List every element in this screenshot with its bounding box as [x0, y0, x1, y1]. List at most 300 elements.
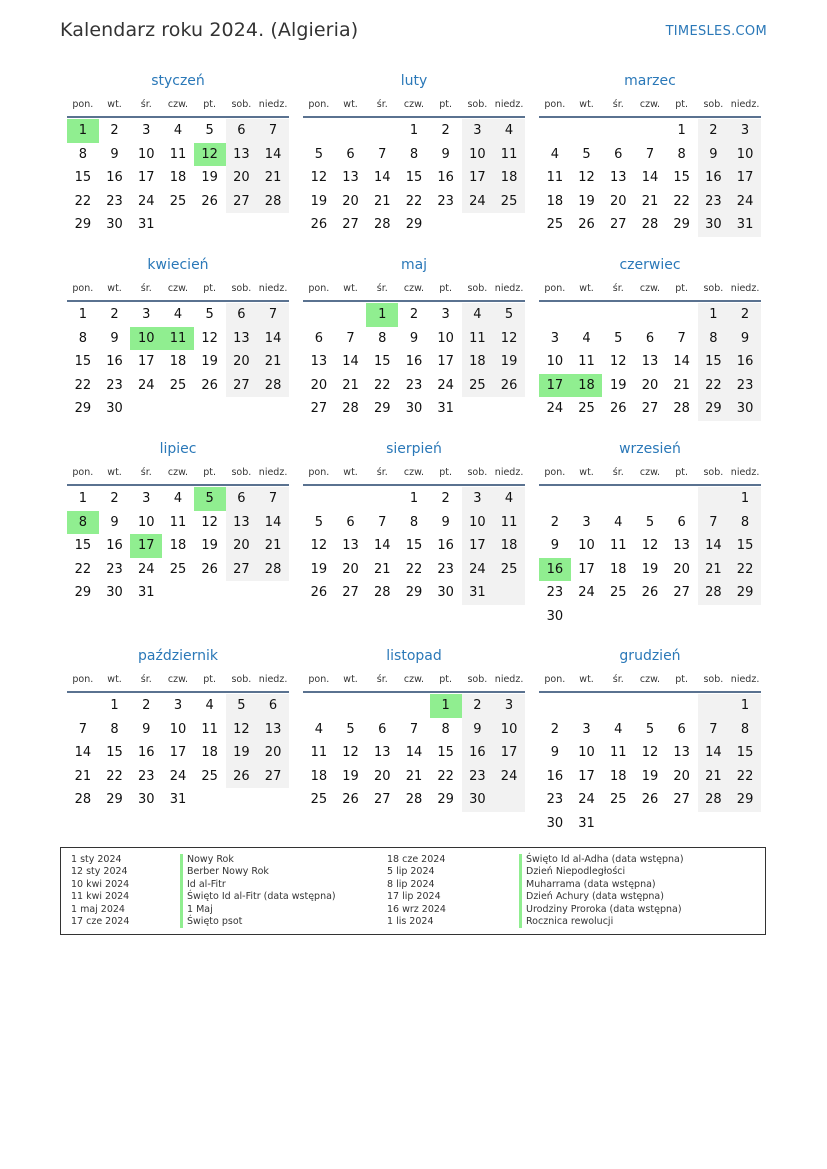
- day-cell[interactable]: 12: [578, 170, 595, 185]
- day-cell[interactable]: 8: [78, 146, 87, 162]
- day-cell[interactable]: 6: [226, 119, 258, 143]
- day-cell[interactable]: 31: [137, 585, 155, 600]
- day-cell[interactable]: 17: [462, 534, 494, 558]
- day-cell[interactable]: 17: [578, 561, 595, 577]
- day-cell[interactable]: 26: [609, 401, 627, 416]
- day-cell[interactable]: 12: [609, 354, 627, 369]
- day-cell[interactable]: 25: [169, 561, 187, 577]
- day-cell[interactable]: 28: [342, 401, 359, 416]
- day-cell[interactable]: 20: [342, 561, 359, 577]
- day-cell[interactable]: 10: [137, 514, 155, 530]
- day-cell[interactable]: 8: [729, 511, 761, 535]
- day-cell[interactable]: 12: [194, 143, 226, 167]
- day-cell[interactable]: 13: [226, 143, 258, 167]
- day-cell[interactable]: 29: [74, 217, 92, 232]
- day-cell[interactable]: 8: [78, 330, 87, 346]
- day-cell[interactable]: 26: [226, 765, 258, 789]
- day-cell[interactable]: 15: [405, 538, 423, 553]
- day-cell[interactable]: 20: [641, 377, 659, 393]
- day-cell[interactable]: 12: [641, 745, 659, 760]
- day-cell[interactable]: 16: [106, 170, 123, 185]
- day-cell[interactable]: 7: [78, 721, 87, 737]
- day-cell[interactable]: 17: [169, 745, 187, 760]
- day-cell[interactable]: 23: [546, 585, 564, 600]
- day-cell[interactable]: 6: [645, 330, 655, 346]
- day-cell[interactable]: 1: [67, 119, 99, 143]
- day-cell[interactable]: 9: [462, 718, 494, 742]
- day-cell[interactable]: 14: [641, 170, 659, 185]
- day-cell[interactable]: 11: [578, 354, 595, 369]
- day-cell[interactable]: 20: [673, 561, 690, 577]
- day-cell[interactable]: 21: [405, 768, 423, 784]
- day-cell[interactable]: 10: [578, 745, 595, 760]
- day-cell[interactable]: 27: [342, 585, 359, 600]
- day-cell[interactable]: 10: [169, 721, 187, 737]
- day-cell[interactable]: 28: [74, 792, 92, 807]
- day-cell[interactable]: 8: [698, 327, 730, 351]
- day-cell[interactable]: 1: [409, 123, 419, 138]
- day-cell[interactable]: 25: [609, 585, 627, 600]
- day-cell[interactable]: 6: [614, 146, 623, 162]
- day-cell[interactable]: 24: [462, 558, 494, 582]
- day-cell[interactable]: 2: [441, 123, 450, 138]
- day-cell[interactable]: 26: [641, 792, 659, 807]
- brand-link[interactable]: TIMESLES.COM: [665, 24, 767, 39]
- day-cell[interactable]: 20: [310, 377, 328, 393]
- day-cell[interactable]: 3: [729, 119, 761, 143]
- day-cell[interactable]: 2: [441, 491, 450, 506]
- day-cell[interactable]: 13: [310, 354, 328, 369]
- day-cell[interactable]: 17: [462, 166, 494, 190]
- day-cell[interactable]: 1: [729, 694, 761, 718]
- day-cell[interactable]: 21: [74, 768, 92, 784]
- day-cell[interactable]: 29: [698, 397, 730, 421]
- day-cell[interactable]: 1: [409, 491, 419, 506]
- day-cell[interactable]: 4: [493, 487, 525, 511]
- day-cell[interactable]: 10: [729, 143, 761, 167]
- day-cell[interactable]: 18: [493, 166, 525, 190]
- day-cell[interactable]: 28: [257, 190, 289, 214]
- day-cell[interactable]: 2: [698, 119, 730, 143]
- day-cell[interactable]: 11: [169, 514, 187, 530]
- day-cell[interactable]: 14: [405, 745, 423, 760]
- day-cell[interactable]: 4: [550, 146, 559, 162]
- day-cell[interactable]: 15: [405, 170, 423, 185]
- day-cell[interactable]: 25: [493, 190, 525, 214]
- day-cell[interactable]: 29: [729, 788, 761, 812]
- day-cell[interactable]: 19: [342, 768, 359, 784]
- day-cell[interactable]: 14: [698, 741, 730, 765]
- day-cell[interactable]: 19: [310, 193, 328, 209]
- day-cell[interactable]: 26: [641, 585, 659, 600]
- day-cell[interactable]: 28: [405, 792, 423, 807]
- day-cell[interactable]: 28: [698, 788, 730, 812]
- day-cell[interactable]: 26: [342, 792, 359, 807]
- day-cell[interactable]: 16: [546, 768, 564, 784]
- day-cell[interactable]: 13: [257, 718, 289, 742]
- day-cell[interactable]: 12: [641, 538, 659, 553]
- day-cell[interactable]: 18: [546, 193, 564, 209]
- day-cell[interactable]: 28: [373, 585, 391, 600]
- day-cell[interactable]: 11: [609, 745, 627, 760]
- day-cell[interactable]: 6: [226, 487, 258, 511]
- day-cell[interactable]: 30: [106, 401, 123, 416]
- day-cell[interactable]: 27: [226, 558, 258, 582]
- day-cell[interactable]: 7: [698, 511, 730, 535]
- day-cell[interactable]: 16: [437, 538, 454, 553]
- day-cell[interactable]: 25: [578, 401, 595, 416]
- day-cell[interactable]: 28: [698, 581, 730, 605]
- day-cell[interactable]: 1: [78, 307, 87, 322]
- day-cell[interactable]: 3: [582, 514, 591, 530]
- day-cell[interactable]: 26: [493, 374, 525, 398]
- day-cell[interactable]: 16: [405, 354, 423, 369]
- day-cell[interactable]: 23: [137, 768, 155, 784]
- day-cell[interactable]: 23: [106, 193, 123, 209]
- day-cell[interactable]: 11: [493, 511, 525, 535]
- day-cell[interactable]: 1: [729, 487, 761, 511]
- day-cell[interactable]: 14: [257, 511, 289, 535]
- day-cell[interactable]: 9: [142, 721, 151, 737]
- day-cell[interactable]: 2: [550, 514, 559, 530]
- day-cell[interactable]: 8: [677, 146, 686, 162]
- day-cell[interactable]: 4: [173, 123, 183, 138]
- day-cell[interactable]: 10: [493, 718, 525, 742]
- day-cell[interactable]: 7: [698, 718, 730, 742]
- day-cell[interactable]: 14: [673, 354, 690, 369]
- day-cell[interactable]: 13: [226, 511, 258, 535]
- day-cell[interactable]: 19: [609, 377, 627, 393]
- day-cell[interactable]: 16: [462, 741, 494, 765]
- day-cell[interactable]: 1: [110, 698, 119, 713]
- day-cell[interactable]: 18: [493, 534, 525, 558]
- day-cell[interactable]: 5: [205, 123, 214, 138]
- day-cell[interactable]: 24: [137, 561, 155, 577]
- day-cell[interactable]: 19: [641, 768, 659, 784]
- day-cell[interactable]: 23: [462, 765, 494, 789]
- day-cell[interactable]: 24: [137, 193, 155, 209]
- day-cell[interactable]: 11: [310, 745, 328, 760]
- day-cell[interactable]: 23: [546, 792, 564, 807]
- day-cell[interactable]: 20: [373, 768, 391, 784]
- day-cell[interactable]: 7: [677, 330, 686, 346]
- day-cell[interactable]: 13: [609, 170, 627, 185]
- day-cell[interactable]: 13: [673, 745, 690, 760]
- day-cell[interactable]: 22: [74, 377, 92, 393]
- day-cell[interactable]: 14: [257, 143, 289, 167]
- day-cell[interactable]: 10: [437, 330, 454, 346]
- day-cell[interactable]: 20: [342, 193, 359, 209]
- day-cell[interactable]: 6: [378, 721, 387, 737]
- day-cell[interactable]: 11: [162, 327, 194, 351]
- day-cell[interactable]: 6: [346, 146, 355, 162]
- day-cell[interactable]: 5: [194, 487, 226, 511]
- day-cell[interactable]: 16: [106, 354, 123, 369]
- day-cell[interactable]: 8: [409, 146, 419, 162]
- day-cell[interactable]: 11: [462, 327, 494, 351]
- day-cell[interactable]: 18: [609, 768, 627, 784]
- day-cell[interactable]: 18: [462, 350, 494, 374]
- day-cell[interactable]: 27: [641, 401, 659, 416]
- day-cell[interactable]: 9: [441, 514, 450, 530]
- day-cell[interactable]: 20: [226, 534, 258, 558]
- day-cell[interactable]: 13: [342, 538, 359, 553]
- day-cell[interactable]: 21: [257, 534, 289, 558]
- day-cell[interactable]: 3: [142, 123, 151, 138]
- day-cell[interactable]: 1: [78, 491, 87, 506]
- day-cell[interactable]: 28: [257, 558, 289, 582]
- day-cell[interactable]: 16: [106, 538, 123, 553]
- day-cell[interactable]: 21: [373, 561, 391, 577]
- day-cell[interactable]: 2: [110, 491, 119, 506]
- day-cell[interactable]: 30: [729, 397, 761, 421]
- day-cell[interactable]: 9: [729, 327, 761, 351]
- day-cell[interactable]: 29: [373, 401, 391, 416]
- day-cell[interactable]: 30: [437, 585, 454, 600]
- day-cell[interactable]: 21: [698, 558, 730, 582]
- day-cell[interactable]: 22: [405, 193, 423, 209]
- day-cell[interactable]: 15: [729, 534, 761, 558]
- day-cell[interactable]: 7: [257, 487, 289, 511]
- day-cell[interactable]: 25: [169, 377, 187, 393]
- day-cell[interactable]: 24: [137, 377, 155, 393]
- day-cell[interactable]: 26: [310, 217, 328, 232]
- day-cell[interactable]: 20: [673, 768, 690, 784]
- day-cell[interactable]: 1: [366, 303, 398, 327]
- day-cell[interactable]: 8: [409, 514, 419, 530]
- day-cell[interactable]: 29: [673, 217, 690, 232]
- day-cell[interactable]: 30: [106, 217, 123, 232]
- day-cell[interactable]: 8: [67, 511, 99, 535]
- day-cell[interactable]: 18: [571, 374, 603, 398]
- day-cell[interactable]: 18: [169, 538, 187, 553]
- day-cell[interactable]: 24: [546, 401, 564, 416]
- day-cell[interactable]: 17: [578, 768, 595, 784]
- day-cell[interactable]: 19: [310, 561, 328, 577]
- day-cell[interactable]: 31: [578, 815, 595, 831]
- day-cell[interactable]: 18: [201, 745, 218, 760]
- day-cell[interactable]: 17: [539, 374, 571, 398]
- day-cell[interactable]: 24: [437, 377, 454, 393]
- day-cell[interactable]: 7: [257, 303, 289, 327]
- day-cell[interactable]: 27: [373, 792, 391, 807]
- day-cell[interactable]: 18: [609, 561, 627, 577]
- day-cell[interactable]: 3: [550, 330, 559, 346]
- day-cell[interactable]: 16: [539, 558, 571, 582]
- day-cell[interactable]: 17: [437, 354, 454, 369]
- day-cell[interactable]: 10: [578, 538, 595, 553]
- day-cell[interactable]: 12: [226, 718, 258, 742]
- day-cell[interactable]: 5: [314, 514, 323, 530]
- day-cell[interactable]: 29: [74, 585, 92, 600]
- day-cell[interactable]: 9: [110, 146, 119, 162]
- day-cell[interactable]: 2: [409, 307, 419, 322]
- day-cell[interactable]: 16: [729, 350, 761, 374]
- day-cell[interactable]: 3: [462, 487, 494, 511]
- day-cell[interactable]: 16: [437, 170, 454, 185]
- day-cell[interactable]: 17: [493, 741, 525, 765]
- day-cell[interactable]: 1: [698, 303, 730, 327]
- day-cell[interactable]: 29: [405, 217, 423, 232]
- day-cell[interactable]: 30: [137, 792, 155, 807]
- day-cell[interactable]: 19: [578, 193, 595, 209]
- day-cell[interactable]: 4: [205, 698, 214, 713]
- day-cell[interactable]: 10: [137, 146, 155, 162]
- day-cell[interactable]: 7: [257, 119, 289, 143]
- day-cell[interactable]: 19: [641, 561, 659, 577]
- day-cell[interactable]: 15: [437, 745, 454, 760]
- day-cell[interactable]: 8: [110, 721, 119, 737]
- day-cell[interactable]: 5: [614, 330, 623, 346]
- day-cell[interactable]: 9: [110, 514, 119, 530]
- day-cell[interactable]: 2: [110, 123, 119, 138]
- day-cell[interactable]: 26: [578, 217, 595, 232]
- day-cell[interactable]: 27: [673, 585, 690, 600]
- day-cell[interactable]: 31: [169, 792, 187, 807]
- day-cell[interactable]: 5: [645, 514, 655, 530]
- day-cell[interactable]: 21: [641, 193, 659, 209]
- day-cell[interactable]: 21: [673, 377, 690, 393]
- day-cell[interactable]: 4: [462, 303, 494, 327]
- day-cell[interactable]: 3: [493, 694, 525, 718]
- day-cell[interactable]: 4: [614, 721, 623, 737]
- day-cell[interactable]: 13: [641, 354, 659, 369]
- day-cell[interactable]: 27: [257, 765, 289, 789]
- day-cell[interactable]: 20: [609, 193, 627, 209]
- day-cell[interactable]: 19: [226, 741, 258, 765]
- day-cell[interactable]: 20: [226, 166, 258, 190]
- day-cell[interactable]: 6: [346, 514, 355, 530]
- day-cell[interactable]: 9: [409, 330, 419, 346]
- day-cell[interactable]: 5: [582, 146, 591, 162]
- day-cell[interactable]: 19: [493, 350, 525, 374]
- day-cell[interactable]: 2: [110, 307, 119, 322]
- day-cell[interactable]: 13: [342, 170, 359, 185]
- day-cell[interactable]: 10: [462, 511, 494, 535]
- day-cell[interactable]: 4: [173, 307, 183, 322]
- day-cell[interactable]: 14: [74, 745, 92, 760]
- day-cell[interactable]: 30: [106, 585, 123, 600]
- day-cell[interactable]: 22: [405, 561, 423, 577]
- day-cell[interactable]: 21: [698, 765, 730, 789]
- day-cell[interactable]: 23: [437, 561, 454, 577]
- day-cell[interactable]: 23: [106, 561, 123, 577]
- day-cell[interactable]: 27: [673, 792, 690, 807]
- day-cell[interactable]: 17: [130, 534, 162, 558]
- day-cell[interactable]: 14: [373, 538, 391, 553]
- day-cell[interactable]: 6: [677, 514, 686, 530]
- day-cell[interactable]: 7: [645, 146, 655, 162]
- day-cell[interactable]: 14: [373, 170, 391, 185]
- day-cell[interactable]: 19: [201, 354, 218, 369]
- day-cell[interactable]: 9: [110, 330, 119, 346]
- day-cell[interactable]: 22: [74, 561, 92, 577]
- day-cell[interactable]: 4: [614, 514, 623, 530]
- day-cell[interactable]: 27: [609, 217, 627, 232]
- day-cell[interactable]: 26: [201, 193, 218, 209]
- day-cell[interactable]: 11: [609, 538, 627, 553]
- day-cell[interactable]: 24: [169, 768, 187, 784]
- day-cell[interactable]: 7: [346, 330, 355, 346]
- day-cell[interactable]: 13: [226, 327, 258, 351]
- day-cell[interactable]: 12: [201, 514, 218, 530]
- day-cell[interactable]: 28: [373, 217, 391, 232]
- day-cell[interactable]: 13: [373, 745, 391, 760]
- day-cell[interactable]: 10: [462, 143, 494, 167]
- day-cell[interactable]: 10: [130, 327, 162, 351]
- day-cell[interactable]: 6: [677, 721, 686, 737]
- day-cell[interactable]: 5: [314, 146, 323, 162]
- day-cell[interactable]: 19: [201, 170, 218, 185]
- day-cell[interactable]: 30: [462, 788, 494, 812]
- day-cell[interactable]: 16: [698, 166, 730, 190]
- day-cell[interactable]: 28: [257, 374, 289, 398]
- day-cell[interactable]: 7: [378, 146, 387, 162]
- day-cell[interactable]: 4: [173, 491, 183, 506]
- day-cell[interactable]: 2: [462, 694, 494, 718]
- day-cell[interactable]: 19: [201, 538, 218, 553]
- day-cell[interactable]: 25: [462, 374, 494, 398]
- day-cell[interactable]: 14: [698, 534, 730, 558]
- day-cell[interactable]: 9: [698, 143, 730, 167]
- day-cell[interactable]: 17: [137, 170, 155, 185]
- day-cell[interactable]: 27: [342, 217, 359, 232]
- day-cell[interactable]: 13: [673, 538, 690, 553]
- day-cell[interactable]: 22: [729, 558, 761, 582]
- day-cell[interactable]: 26: [201, 561, 218, 577]
- day-cell[interactable]: 5: [645, 721, 655, 737]
- day-cell[interactable]: 29: [106, 792, 123, 807]
- day-cell[interactable]: 29: [729, 581, 761, 605]
- day-cell[interactable]: 21: [342, 377, 359, 393]
- day-cell[interactable]: 5: [226, 694, 258, 718]
- day-cell[interactable]: 26: [310, 585, 328, 600]
- day-cell[interactable]: 18: [310, 768, 328, 784]
- day-cell[interactable]: 24: [729, 190, 761, 214]
- day-cell[interactable]: 25: [310, 792, 328, 807]
- day-cell[interactable]: 23: [405, 377, 423, 393]
- day-cell[interactable]: 4: [493, 119, 525, 143]
- day-cell[interactable]: 12: [201, 330, 218, 346]
- day-cell[interactable]: 21: [257, 350, 289, 374]
- day-cell[interactable]: 21: [373, 193, 391, 209]
- day-cell[interactable]: 30: [698, 213, 730, 237]
- day-cell[interactable]: 11: [169, 146, 187, 162]
- day-cell[interactable]: 6: [226, 303, 258, 327]
- day-cell[interactable]: 15: [373, 354, 391, 369]
- day-cell[interactable]: 15: [74, 170, 92, 185]
- day-cell[interactable]: 16: [137, 745, 155, 760]
- day-cell[interactable]: 12: [493, 327, 525, 351]
- day-cell[interactable]: 18: [169, 354, 187, 369]
- day-cell[interactable]: 31: [437, 401, 454, 416]
- day-cell[interactable]: 31: [729, 213, 761, 237]
- day-cell[interactable]: 22: [437, 768, 454, 784]
- day-cell[interactable]: 22: [729, 765, 761, 789]
- day-cell[interactable]: 25: [493, 558, 525, 582]
- day-cell[interactable]: 6: [314, 330, 323, 346]
- day-cell[interactable]: 28: [641, 217, 659, 232]
- day-cell[interactable]: 10: [546, 354, 564, 369]
- day-cell[interactable]: 24: [578, 792, 595, 807]
- day-cell[interactable]: 27: [226, 374, 258, 398]
- day-cell[interactable]: 25: [546, 217, 564, 232]
- day-cell[interactable]: 7: [378, 514, 387, 530]
- day-cell[interactable]: 15: [106, 745, 123, 760]
- day-cell[interactable]: 29: [437, 792, 454, 807]
- day-cell[interactable]: 3: [142, 491, 151, 506]
- day-cell[interactable]: 4: [314, 721, 323, 737]
